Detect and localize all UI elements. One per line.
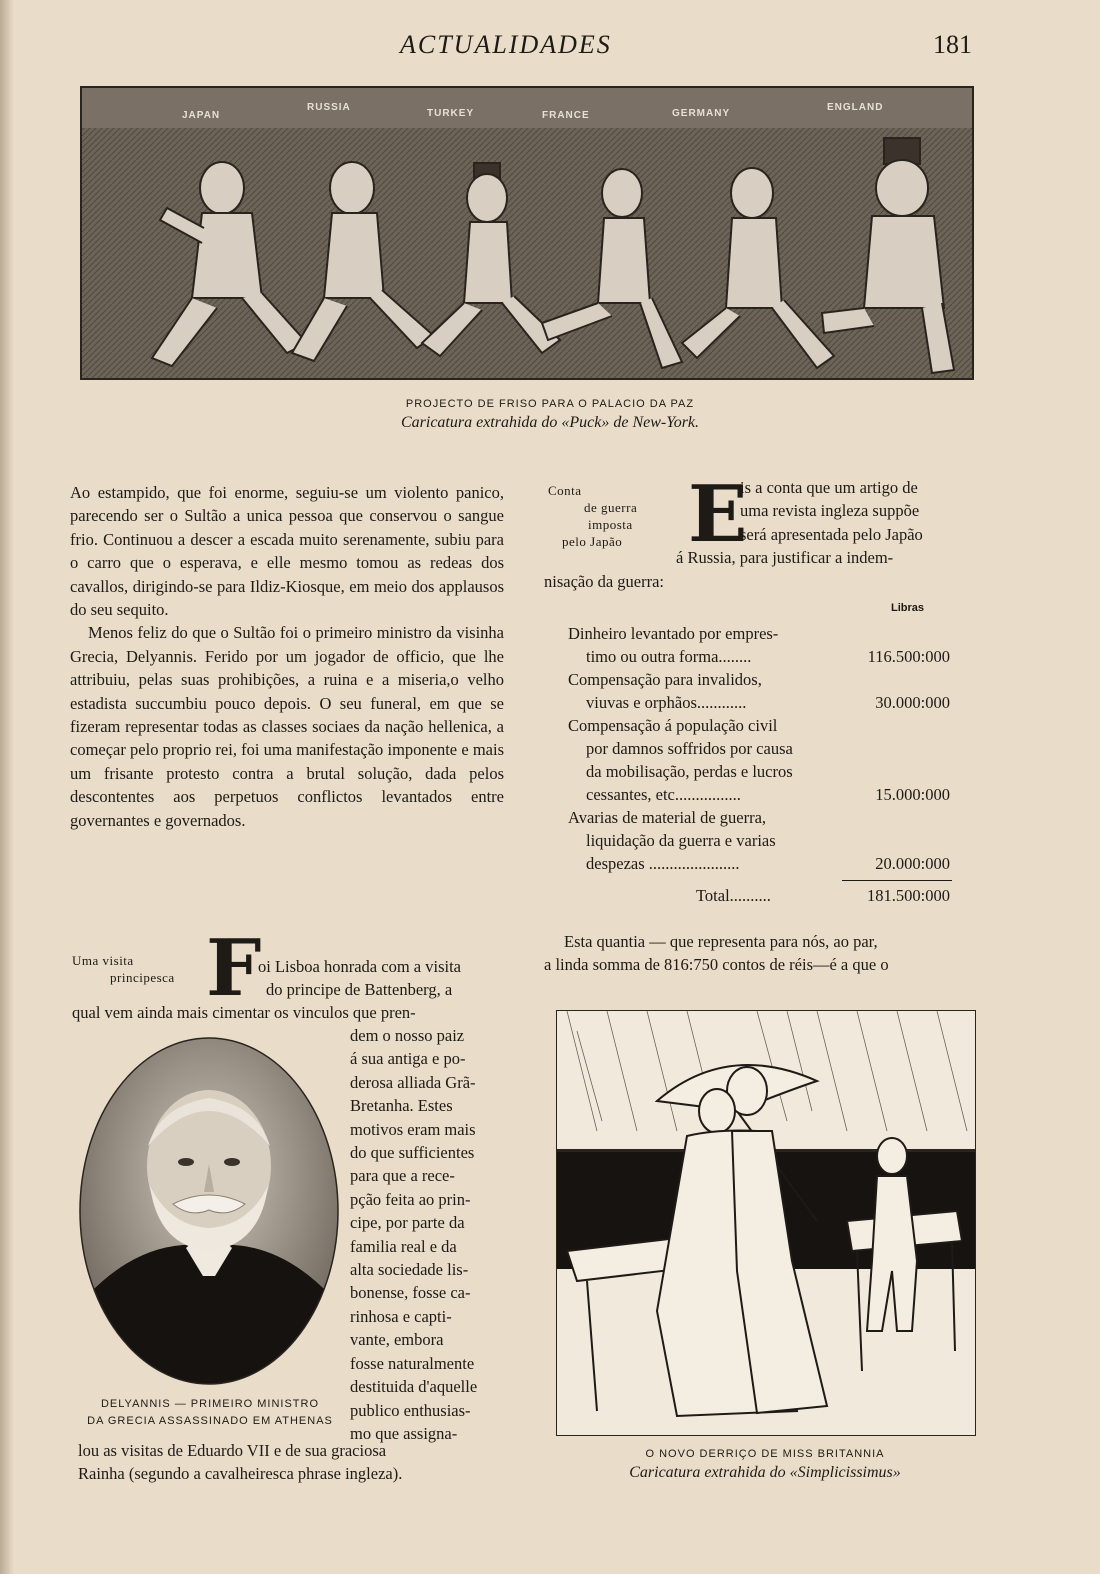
running-head <box>0 30 1100 66</box>
war-bill-dropcap: E <box>688 469 748 560</box>
ledger-unit: Libras <box>890 602 924 614</box>
ledger-amount: 30.000:000 <box>875 693 950 712</box>
sidehead-line: Conta <box>548 483 582 498</box>
sidehead-line: Uma visita <box>72 953 134 968</box>
ledger-line: timo ou outra forma........ <box>586 647 752 666</box>
text-line: para que a rece- <box>350 1166 455 1186</box>
text-line: á Russia, para justificar a indem- <box>676 548 894 567</box>
total-rule <box>842 880 952 881</box>
delyannis-portrait <box>78 1036 340 1386</box>
visit-narrow-lines <box>350 1024 510 1445</box>
ledger-amount: 116.500:000 <box>867 647 950 666</box>
visit-dropcap: F <box>206 923 262 1014</box>
text-line: dem o nosso paiz <box>350 1026 465 1045</box>
sidehead-line: imposta <box>588 517 633 532</box>
war-bill-sidehead <box>548 482 658 550</box>
text-line: nisação da guerra: <box>544 572 665 591</box>
frieze-label-3: FRANCE <box>542 110 590 121</box>
ledger-line: por damnos soffridos por causa <box>586 739 793 758</box>
text-line: bonense, fosse ca- <box>350 1283 471 1303</box>
sidehead-line: de guerra <box>584 500 638 515</box>
text-line: uma revista ingleza suppõe <box>740 501 920 521</box>
ledger-line: viuvas e orphãos............ <box>586 693 747 712</box>
text-line: pção feita ao prin- <box>350 1189 471 1209</box>
ledger-line: da mobilisação, perdas e lucros <box>586 762 793 781</box>
miss-britannia-cartoon <box>556 1010 976 1436</box>
text-line: do principe de Battenberg, a <box>266 980 453 1000</box>
ledger-line: Avarias de material de guerra, <box>568 808 767 827</box>
text-line: rinhosa e capti- <box>350 1306 452 1326</box>
text-line: fosse naturalmente <box>350 1353 475 1373</box>
frieze-label-5: ENGLAND <box>827 102 884 113</box>
text-line: do que sufficientes <box>350 1143 475 1163</box>
text-line: alta sociedade lis- <box>350 1260 469 1280</box>
text-line: familia real e da <box>350 1236 457 1256</box>
frieze-caption-credit: Caricatura extrahida do «Puck» de New-York. <box>400 414 700 431</box>
ledger-line: Compensação á população civil <box>568 716 778 735</box>
ledger-amount: 15.000:000 <box>875 785 950 804</box>
frieze-illustration <box>80 86 974 380</box>
text-line: lou as visitas de Eduardo VII e de sua graciosa <box>78 1441 387 1460</box>
caption-line: DELYANNIS — PRIMEIRO MINISTRO <box>100 1398 320 1410</box>
gutter-shadow <box>0 0 14 1574</box>
text-line: derosa alliada Grã- <box>350 1072 476 1092</box>
frieze-label-0: JAPAN <box>182 110 221 121</box>
left-column-text <box>70 481 504 832</box>
text-line: publico enthusias- <box>350 1400 471 1420</box>
sidehead-line: pelo Japão <box>562 534 623 549</box>
sidehead-line: principesca <box>110 970 175 985</box>
text-line: vante, embora <box>350 1330 444 1350</box>
portrait-caption <box>70 1396 350 1430</box>
text-line: Esta quantia — que representa para nós, ao par, <box>564 932 878 951</box>
visit-lines-top <box>258 955 508 1002</box>
running-title: ACTUALIDADES <box>400 30 612 59</box>
text-line: motivos eram mais <box>350 1119 476 1139</box>
paragraph: Menos feliz do que o Sultão foi o primeiro ministro da visinha Grecia, Delyannis. Ferido por um jogador de officio, que lhe attribuiu, pelas suas prohibições, a ruina e a miseria,o velho estadista succumbiu pouco depois. O seu funeral, em que se fizeram representar todas as classes sociaes da nação hellenica, a começar pelo proprio rei, foi uma manifestação imponente e mais um frisante protesto contra a brutal solução, dada pelos descontentes aos perpetuos conflictos levantados entre governantes e governados. <box>70 623 504 830</box>
ledger-line: Compensação para invalidos, <box>568 670 762 689</box>
page-number: 181 <box>933 30 972 59</box>
frieze-label-1: RUSSIA <box>307 102 351 113</box>
text-line: oi Lisboa honrada com a visita <box>258 957 461 976</box>
ledger-line: cessantes, etc................ <box>586 785 741 804</box>
paragraph: Ao estampido, que foi enorme, seguiu-se um violento panico, parecendo ser o Sultão a unica pessoa que conservou o sangue frio. Continuou a descer a escada muito serenamente, subiu para o carro que o esperava, e elle mesmo tomou as redeas dos cavallos, dirigindo-se para Ildiz-Kiosque, em meio dos applausos do seu sequito. <box>70 483 504 620</box>
ledger-total-amount: 181.500:000 <box>867 886 950 905</box>
text-line: Rainha (segundo a cavalheiresca phrase ingleza). <box>78 1464 403 1484</box>
text-line: mo que assigna- <box>350 1423 458 1443</box>
cartoon2-caption-credit: Caricatura extrahida do «Simplicissimus» <box>629 1464 901 1481</box>
frieze-caption-title: PROJECTO DE FRISO PARA O PALACIO DA PAZ <box>405 398 695 410</box>
text-line: cipe, por parte da <box>350 1213 465 1233</box>
frieze-label-2: TURKEY <box>427 108 475 119</box>
war-bill-after <box>544 930 976 977</box>
ledger-total-label: Total.......... <box>696 886 771 905</box>
text-line: destituida d'aquelle <box>350 1377 478 1397</box>
text-line: is a conta que um artigo de <box>740 478 918 497</box>
war-bill-intro <box>740 476 976 546</box>
text-line: Bretanha. Estes <box>350 1096 453 1116</box>
frieze-label-4: GERMANY <box>672 108 731 119</box>
cartoon2-caption-title: O NOVO DERRIÇO DE MISS BRITANNIA <box>645 1448 885 1460</box>
ledger-line: Dinheiro levantado por empres- <box>568 624 779 643</box>
caption-line: DA GRECIA ASSASSINADO EM ATHENAS <box>87 1415 333 1427</box>
text-line: será apresentada pelo Japão <box>740 524 923 544</box>
text-line: qual vem ainda mais cimentar os vinculos que pren- <box>72 1003 416 1022</box>
text-line: á sua antiga e po- <box>350 1049 466 1069</box>
visit-lines-bottom <box>78 1439 510 1486</box>
ledger-line: despezas ...................... <box>586 854 740 873</box>
visit-sidehead <box>72 952 202 986</box>
ledger-line: liquidação da guerra e varias <box>586 831 776 850</box>
ledger-amount: 20.000:000 <box>875 854 950 873</box>
text-line: a linda somma de 816:750 contos de réis—é a que o <box>544 955 889 975</box>
